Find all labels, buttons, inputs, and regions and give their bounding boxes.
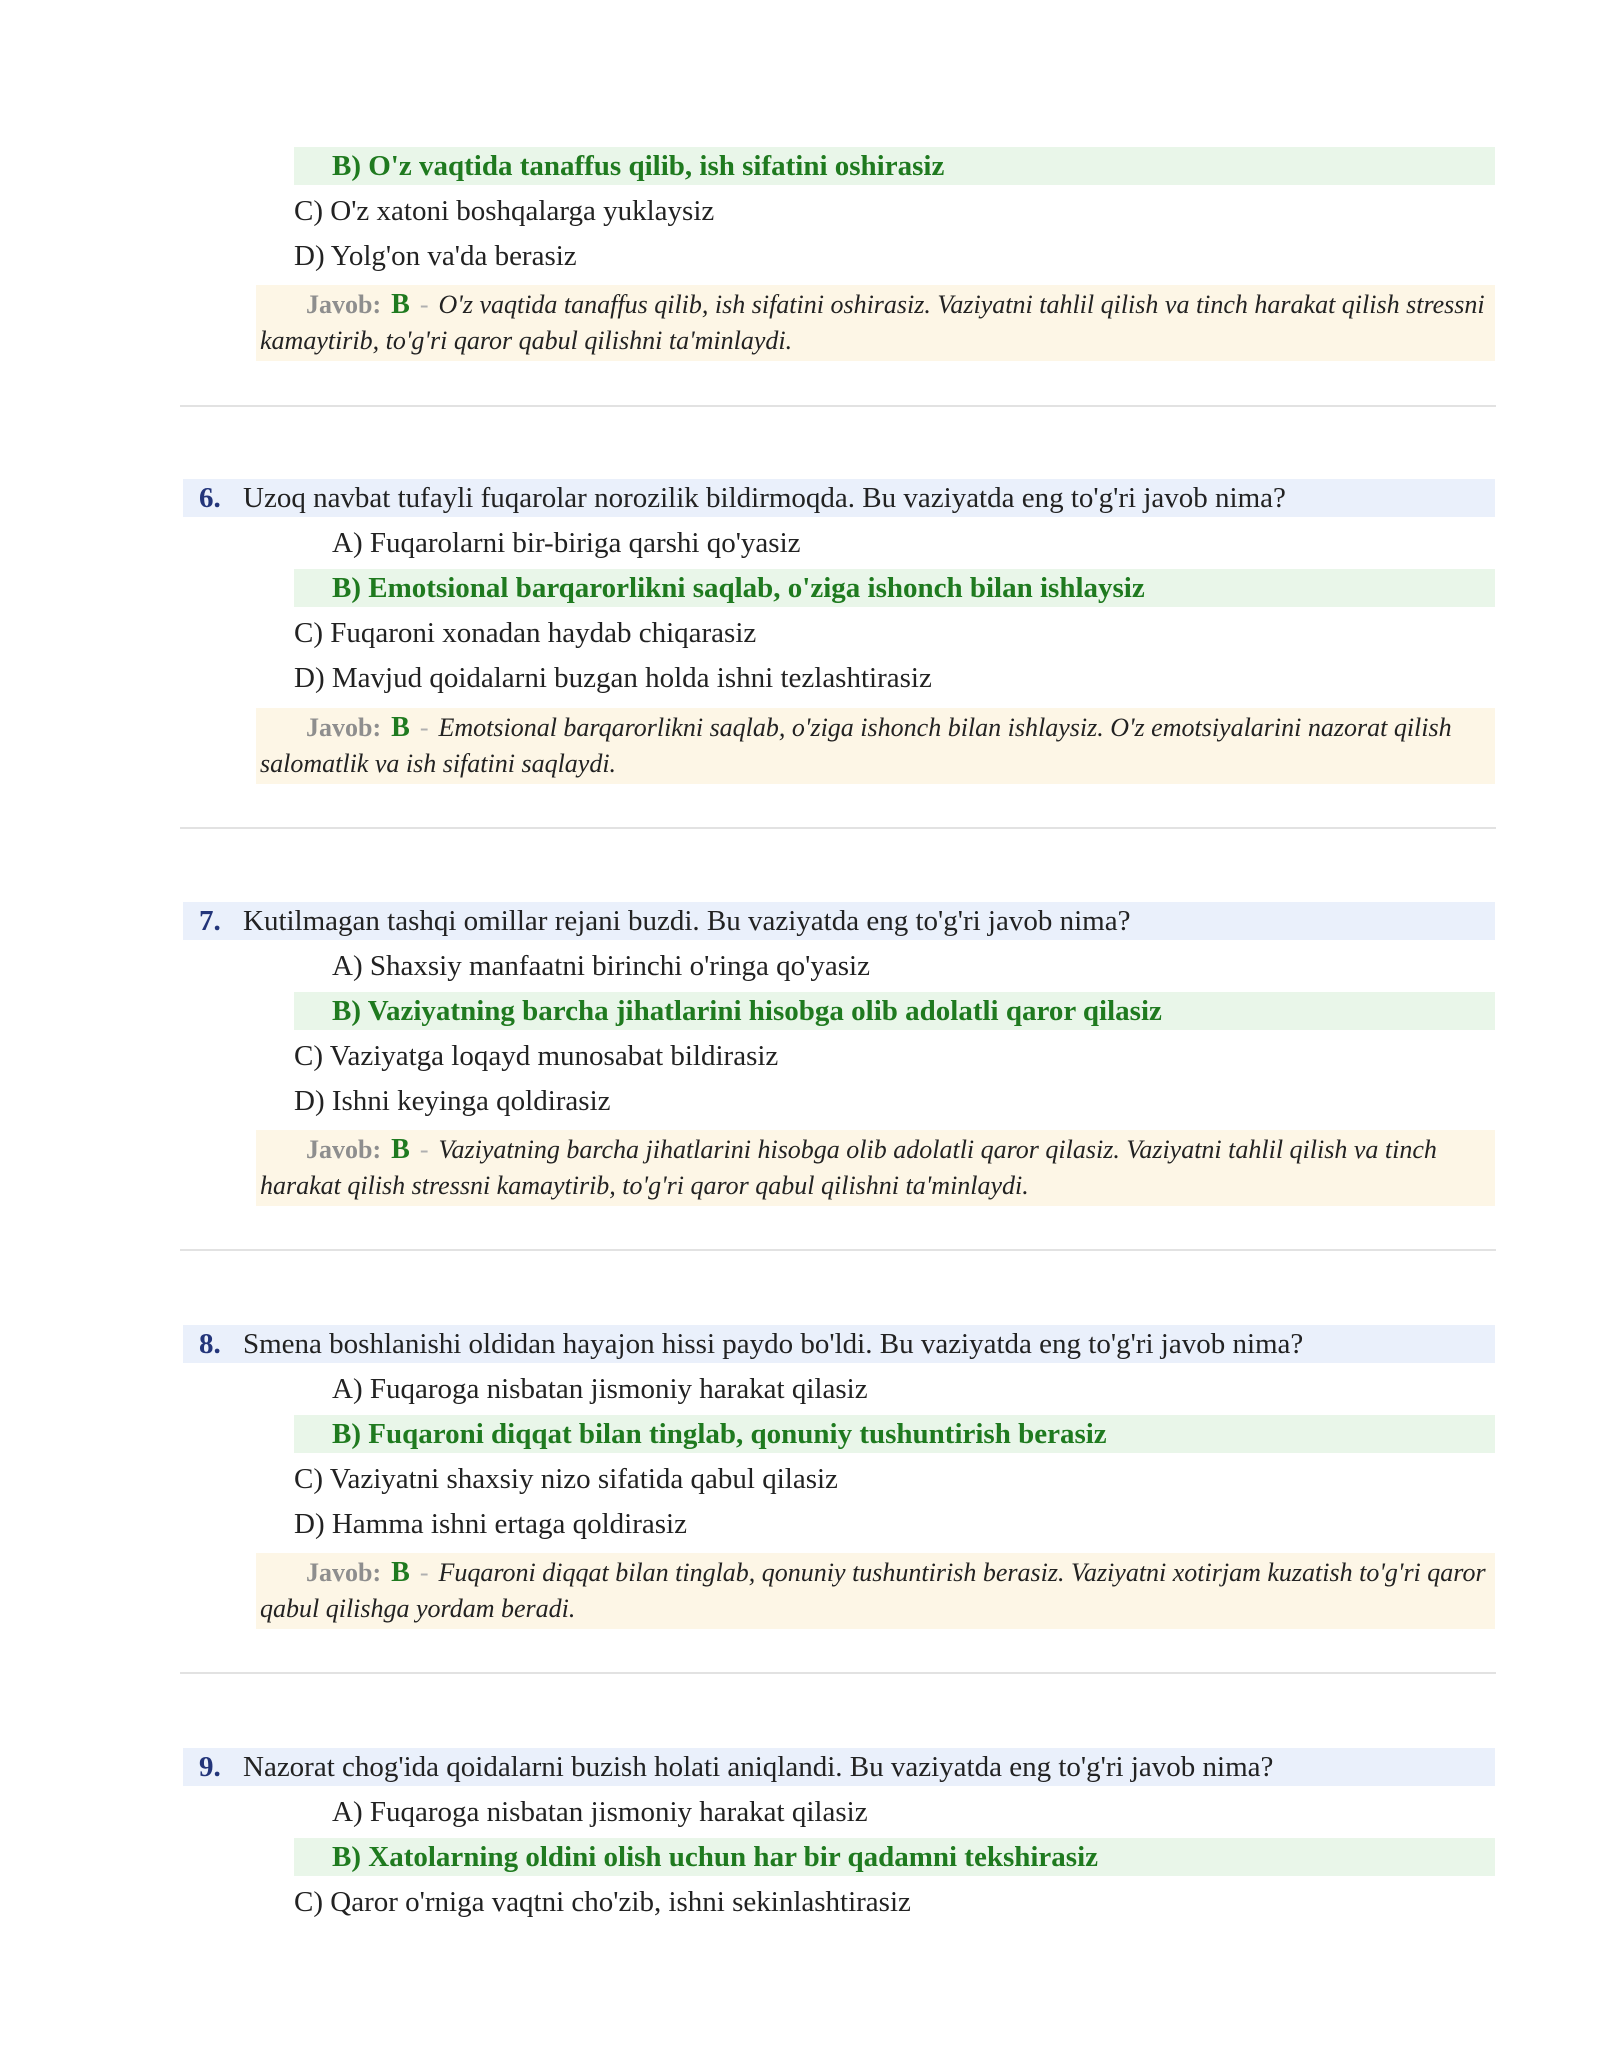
question-text: Nazorat chog'ida qoidalarni buzish holati aniqlandi. Bu vaziyatda eng to'g'ri javob nima? [243,1751,1274,1783]
answer-letter: B [391,712,410,743]
option-b-correct: B) Vaziyatning barcha jihatlarini hisobga olib adolatli qaror qilasiz [294,992,1495,1030]
answer-box [256,1553,1495,1629]
option-b-correct: B) Xatolarning oldini olish uchun har bir qadamni tekshirasiz [294,1838,1495,1876]
question-header [183,1325,1495,1363]
divider [180,1672,1496,1674]
option-d: D) Hamma ishni ertaga qoldirasiz [294,1508,687,1540]
answer-label: Javob: [306,1558,382,1587]
option-c: C) O'z xatoni boshqalarga yuklaysiz [294,195,715,227]
option-b-correct: B) O'z vaqtida tanaffus qilib, ish sifatini oshirasiz [294,147,1495,185]
question-number: 8. [199,1328,221,1360]
divider [180,405,1496,407]
answer-separator: - [419,1135,429,1164]
question-header [183,902,1495,940]
question-header [183,1748,1495,1786]
option-a: A) Fuqarolarni bir-biriga qarshi qo'yasiz [332,527,801,559]
answer-separator: - [419,1558,429,1587]
question-header [183,479,1495,517]
answer-separator: - [419,290,429,319]
question-text: Smena boshlanishi oldidan hayajon hissi paydo bo'ldi. Bu vaziyatda eng to'g'ri javob nima? [243,1328,1304,1360]
option-c: C) Vaziyatni shaxsiy nizo sifatida qabul qilasiz [294,1463,838,1495]
option-b-correct: B) Fuqaroni diqqat bilan tinglab, qonuniy tushuntirish berasiz [294,1415,1495,1453]
option-a: A) Fuqaroga nisbatan jismoniy harakat qilasiz [332,1796,868,1828]
question-number: 6. [199,482,221,514]
answer-letter: B [391,1557,410,1588]
answer-explanation: Fuqaroni diqqat bilan tinglab, qonuniy tushuntirish berasiz. Vaziyatni xotirjam kuzatish to'g'ri qaror qabul qilishga yordam beradi. [260,1558,1486,1623]
answer-box [256,285,1495,361]
option-c: C) Fuqaroni xonadan haydab chiqarasiz [294,617,757,649]
question-text: Kutilmagan tashqi omillar rejani buzdi. Bu vaziyatda eng to'g'ri javob nima? [243,905,1131,937]
divider [180,1249,1496,1251]
answer-box [256,708,1495,784]
option-d: D) Yolg'on va'da berasiz [294,240,577,272]
answer-explanation: O'z vaqtida tanaffus qilib, ish sifatini oshirasiz. Vaziyatni tahlil qilish va tinch harakat qilish stressni kamaytirib, to'g'ri qaror qabul qilishni ta'minlaydi. [260,290,1485,355]
divider [180,827,1496,829]
question-text: Uzoq navbat tufayli fuqarolar norozilik bildirmoqda. Bu vaziyatda eng to'g'ri javob nima? [243,482,1286,514]
option-b-correct: B) Emotsional barqarorlikni saqlab, o'ziga ishonch bilan ishlaysiz [294,569,1495,607]
answer-explanation: Vaziyatning barcha jihatlarini hisobga olib adolatli qaror qilasiz. Vaziyatni tahlil qilish va tinch harakat qilish stressni kamaytirib, to'g'ri qaror qabul qilishni ta'minlaydi. [260,1135,1437,1200]
answer-label: Javob: [306,713,382,742]
question-number: 9. [199,1751,221,1783]
answer-separator: - [419,713,429,742]
answer-letter: B [391,1134,410,1165]
option-c: C) Vaziyatga loqayd munosabat bildirasiz [294,1040,779,1072]
answer-label: Javob: [306,290,382,319]
option-d: D) Ishni keyinga qoldirasiz [294,1085,611,1117]
option-c: C) Qaror o'rniga vaqtni cho'zib, ishni sekinlashtirasiz [294,1886,911,1918]
answer-box [256,1130,1495,1206]
option-d: D) Mavjud qoidalarni buzgan holda ishni tezlashtirasiz [294,662,932,694]
option-a: A) Fuqaroga nisbatan jismoniy harakat qilasiz [332,1373,868,1405]
answer-label: Javob: [306,1135,382,1164]
answer-explanation: Emotsional barqarorlikni saqlab, o'ziga ishonch bilan ishlaysiz. O'z emotsiyalarini nazorat qilish salomatlik va ish sifatini saqlaydi. [260,713,1452,778]
option-a: A) Shaxsiy manfaatni birinchi o'ringa qo'yasiz [332,950,870,982]
question-number: 7. [199,905,221,937]
answer-letter: B [391,289,410,320]
